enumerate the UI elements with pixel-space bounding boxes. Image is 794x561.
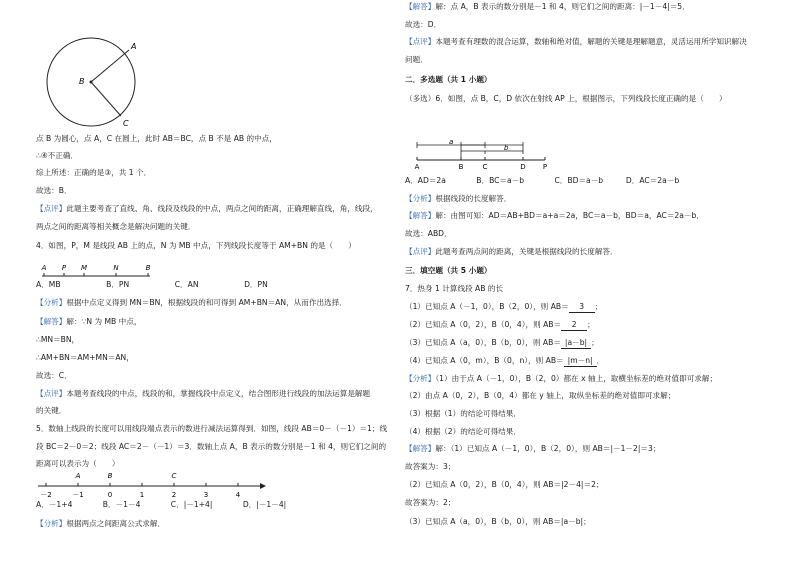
right-line: 【解答】解：由图可知：AD＝AB+BD＝a+a＝2a，BC＝a－b，BD＝a，AC＝2a－b． xyxy=(405,211,704,220)
answer-blank: 3 xyxy=(569,302,595,313)
segment-point-label: N xyxy=(113,264,119,272)
ray-point-label: C xyxy=(482,163,488,170)
ray-point-label: P xyxy=(542,163,548,170)
left-line: 【点评】本题考查线段的中点，线段的和，掌握线段中点定义，结合图形进行线段的加法运算是解题 xyxy=(36,389,371,398)
segment-figure xyxy=(38,262,158,284)
left-line: A．－1+4 B．－1－4 C．|－1+4| D．|－1－4| xyxy=(36,500,287,509)
right-line: （3）根据（1）的结论可得结果． xyxy=(405,409,521,418)
right-line: 7．热身 1 计算线段 AB 的长 xyxy=(405,284,504,293)
ray-label-b: b xyxy=(504,144,509,152)
segment-point-label: A xyxy=(41,264,47,272)
left-line: 【点评】此题主要考查了直线、角、线段及线段的中点，两点之间的距离，正确理解直线，角，线段， xyxy=(36,204,378,213)
left-line: 【解答】解：∵N 为 MB 中点， xyxy=(36,317,142,326)
number-line-tick-label: 0 xyxy=(107,491,113,499)
label-a: A xyxy=(131,42,137,51)
right-line: 【点评】此题考查两点间的距离，关键是根据线段的长度解答． xyxy=(405,247,618,256)
number-line-point-label: C xyxy=(171,472,177,480)
left-line: 【分析】根据中点定义得到 MN＝BN，根据线段的和可得到 AM+BN＝AN，从而作出选择． xyxy=(36,298,347,307)
radius-bc xyxy=(91,82,121,116)
left-line: ∴AM+BN＝AM+MN＝AN， xyxy=(36,353,134,362)
left-line: 段 BC＝2－0＝2；线段 AC＝2－（－1）＝3．数轴上点 A，B 表示的数分别是－1 和 4，则它们之间的 xyxy=(36,442,387,451)
right-line: 故答案为：2； xyxy=(405,498,456,507)
left-line: 【分析】根据两点之间距离公式求解． xyxy=(36,519,166,528)
number-line-point-label: B xyxy=(107,472,113,480)
left-line: 故选：C． xyxy=(36,371,72,380)
answer-blank: |m－n| xyxy=(564,356,597,367)
segment-point-label: P xyxy=(61,264,67,272)
right-line: 【分析】（1）由于点 A（－1，0），B（2，0）都在 x 轴上，取横坐标差的绝对值即可求解； xyxy=(405,374,718,383)
right-line: A．AD＝2a B．BC＝a－b C．BD＝a－b D．AC＝2a－b xyxy=(405,176,680,185)
right-line: 【点评】本题考查有理数的混合运算，数轴和绝对值，解题的关键是理解题意，灵活运用所学知识解决 xyxy=(405,37,747,46)
ray-label-a: a xyxy=(449,138,454,146)
left-line: 故选：B． xyxy=(36,186,72,195)
section-tag: 【解答】 xyxy=(405,211,436,220)
right-line: 故答案为：3； xyxy=(405,462,456,471)
label-c: C xyxy=(123,119,129,128)
left-line: A．MB B．PN C．AN D．PN xyxy=(36,280,268,289)
section-tag: 【点评】 xyxy=(405,247,436,256)
right-line: （2）已知点 A（0，2），B（0，4），则 AB＝|2－4|＝2； xyxy=(405,480,604,489)
radius-ba xyxy=(91,50,129,82)
segment-point-label: M xyxy=(80,264,88,272)
section-tag: 【解答】 xyxy=(405,444,436,453)
number-line-tick-label: －1 xyxy=(72,491,84,499)
left-line: 4．如图，P，M 是线段 AB 上的点，N 为 MB 中点，下列线段长度等于 AM+BN 的是（ ） xyxy=(36,241,356,250)
left-line: ∴MN＝BN， xyxy=(36,335,80,344)
section-tag: 【解答】 xyxy=(36,317,67,326)
section-heading: 二．多选题（共 1 小题） xyxy=(405,75,492,84)
answer-blank: |a－b| xyxy=(561,338,591,349)
section-heading: 三．填空题（共 5 小题） xyxy=(405,266,492,275)
left-line: 5．数轴上线段的长度可以用线段端点表示的数进行减法运算得到．如图，线段 AB＝0－（－1）＝1；线 xyxy=(36,424,388,433)
right-line: 问题． xyxy=(405,55,428,64)
section-tag: 【分析】 xyxy=(36,519,67,528)
section-tag: 【分析】 xyxy=(405,194,436,203)
right-line: 故选：ABD． xyxy=(405,229,452,238)
left-line: 点 B 为圆心，点 A，C 在圆上，此时 AB＝BC，点 B 不是 AB 的中点， xyxy=(36,134,277,143)
right-line: 【解答】解：点 A，B 表示的数分别是－1 和 4，则它们之间的距离：|－1－4|＝5． xyxy=(405,2,690,11)
right-line: （1）已知点 A（－1，0），B（2，0），则 AB＝ 3 ； xyxy=(405,302,603,311)
ray-figure xyxy=(413,138,553,170)
right-line: （多选）6．如图，点 B，C，D 依次在射线 AP 上，根据图示，下列线段长度正确的是（ ） xyxy=(405,94,727,103)
right-line: （2）由点 A（0，2），B（0，4）都在 y 轴上，取纵坐标差的绝对值即可求解； xyxy=(405,391,676,400)
ray-point-label: A xyxy=(414,163,420,170)
right-line: （4）根据（2）的结论可得结果． xyxy=(405,427,521,436)
section-tag: 【分析】 xyxy=(36,298,67,307)
number-line-tick-label: 3 xyxy=(203,491,209,499)
right-line: （3）已知点 A（a，0），B（b，0），则 AB＝ |a－b| ； xyxy=(405,338,599,347)
number-line-tick-label: －2 xyxy=(40,491,52,499)
ray-point-label: B xyxy=(458,163,464,170)
right-line: 【分析】根据线段的长度解答． xyxy=(405,194,512,203)
number-line-figure xyxy=(36,470,266,500)
section-tag: 【点评】 xyxy=(36,204,67,213)
right-line: 【解答】解：（1）已知点 A（－1，0），B（2，0），则 AB＝|－1－2|＝3； xyxy=(405,444,661,453)
right-line: （3）已知点 A（a，0），B（b，0），则 AB＝|a－b|； xyxy=(405,517,591,526)
number-line-point-label: A xyxy=(75,472,81,480)
section-tag: 【分析】 xyxy=(405,374,436,383)
left-line: 的关键． xyxy=(36,406,67,415)
ray-point-label: D xyxy=(520,163,526,170)
left-line: 距离可以表示为（ ） xyxy=(36,459,120,468)
right-line: （4）已知点 A（0，m），B（0，n），则 AB＝ |m－n| ． xyxy=(405,356,605,365)
right-line: 故选：D． xyxy=(405,20,442,29)
answer-blank: 2 xyxy=(561,320,587,331)
section-tag: 【点评】 xyxy=(405,37,436,46)
number-line-tick-label: 2 xyxy=(171,491,177,499)
label-b: B xyxy=(79,77,85,86)
segment-point-label: B xyxy=(145,264,151,272)
left-line: 两点之间的距离等相关概念是解决问题的关键． xyxy=(36,222,196,231)
left-line: 综上所述：正确的是③，共 1 个． xyxy=(36,168,152,177)
number-line-tick-label: 4 xyxy=(235,491,241,499)
section-tag: 【解答】 xyxy=(405,2,436,11)
left-line: ∴④不正确． xyxy=(36,151,79,160)
right-line: （2）已知点 A（0，2），B（0，4），则 AB＝ 2 ； xyxy=(405,320,595,329)
number-line-tick-label: 1 xyxy=(139,491,145,499)
circle-figure xyxy=(41,36,141,128)
section-tag: 【点评】 xyxy=(36,389,67,398)
